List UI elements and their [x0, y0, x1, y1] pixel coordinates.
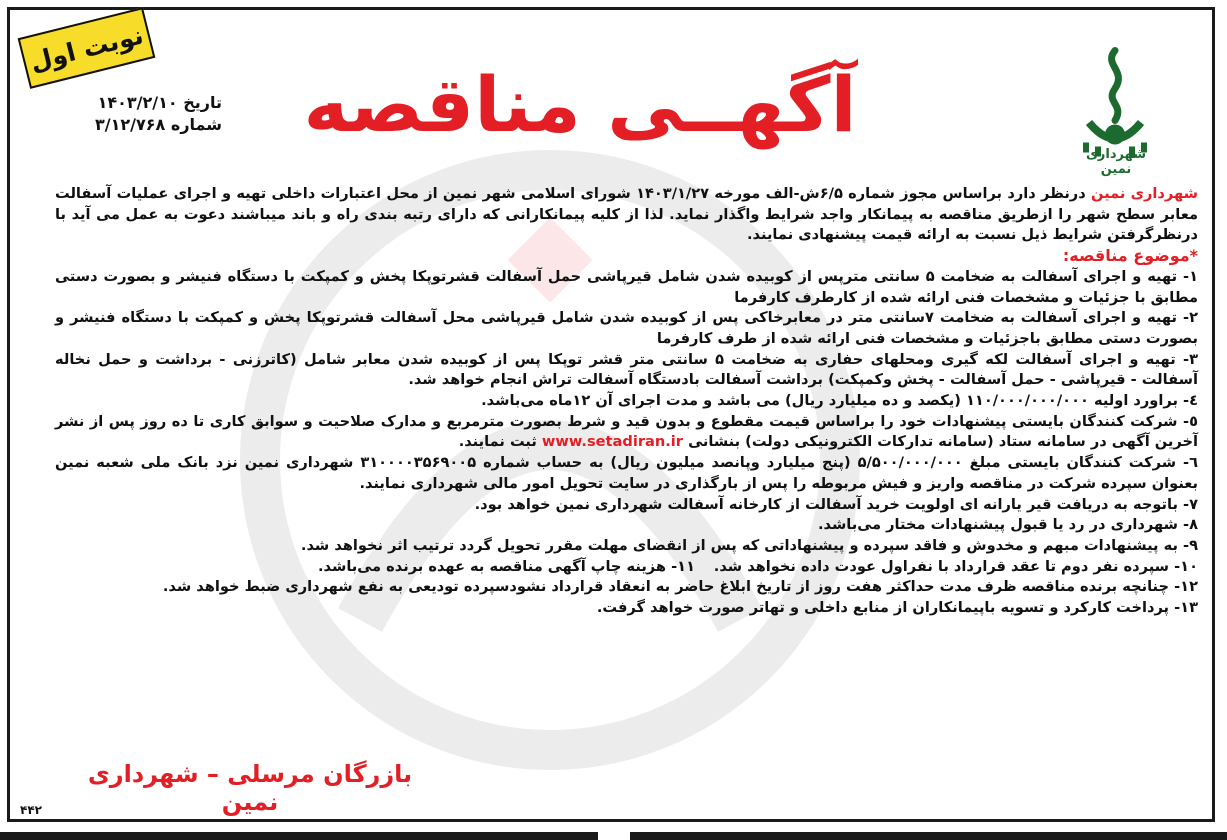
- list-item: ۱۰- سپرده نفر دوم تا عقد قرارداد با نفراول عودت داده نخواهد شد.: [713, 557, 1198, 575]
- items-10-11-row: [318, 557, 1198, 578]
- signature-line: بازرگان مرسلی – شهرداری نمین: [87, 760, 413, 816]
- setadiran-link[interactable]: www.setadiran.ir: [541, 433, 683, 451]
- subject-heading: *موضوع مناقصه:: [1062, 246, 1198, 266]
- ad-meta: [82, 92, 222, 136]
- tender-body: [55, 184, 1198, 619]
- intro-paragraph: [55, 184, 1198, 246]
- item5-text: ٥- شرکت کنندگان بایستی پیشنهادات خود را براساس قیمت مقطوع و بدون قید و شرط بصورت مترمربع و مدارک صلاحیت و سوابق کاری تا ده روز پس از نشر آخرین آگهی در سامانه ستاد (سامانه تدارکات الکترونیکی دولت) بنشانی: [55, 412, 1198, 451]
- first-publication-badge: نوبت اول: [18, 7, 156, 89]
- list-item-5: [55, 412, 1198, 453]
- footer-rule-left: [0, 832, 598, 840]
- footer-rule-right: [630, 832, 1227, 840]
- list-item: ٤- براورد اولیه ۱۱۰/۰۰۰/۰۰۰/۰۰۰ (یکصد و ده میلیارد ریال) می باشد و مدت اجرای آن ۱۲ماه می‌باشد.: [481, 392, 1198, 410]
- list-item: ۱۱- هزینه چاپ آگهی مناقصه به عهده برنده می‌باشد.: [318, 557, 695, 575]
- intro-text: درنظر دارد براساس مجوز شماره ۶/۵ش-الف مورخه ۱۴۰۳/۱/۲۷ شورای اسلامی شهر نمین از محل اعتبارات داخلی تهیه و اجرای عملیات آسفالت معابر سطح شهر را ازطریق مناقصه به پیمانکار واجد شرایط واگذار نماید. لذا از کلیه پیمانکارانی که دارای رتبه بندی راه و باند میباشند دعوت به عمل می آید با درنظرگرفتن شرایط ذیل نسبت به ارائه قیمت پیشنهادی نمایند.: [55, 185, 1198, 244]
- list-item: ۸- شهرداری در رد یا قبول پیشنهادات مختار می‌باشد.: [817, 516, 1198, 534]
- intro-lead: شهرداری نمین: [1091, 185, 1198, 202]
- list-item: ۷- باتوجه به دریافت قیر یارانه ای اولویت خرید آسفالت از کارخانه آسفالت شهرداری نمین خواهد بود.: [474, 495, 1198, 513]
- ad-date: تاریخ ۱۴۰۳/۲/۱۰: [97, 93, 222, 112]
- item5-tail: ثبت نمایند.: [458, 433, 542, 451]
- page-number: ۴۴۲: [20, 803, 42, 817]
- list-item: ۱- تهیه و اجرای آسفالت به ضخامت ۵ سانتی مترپس از کوبیده شدن شامل قیرپاشی حمل آسفالت قشرتوپکا پخش و کمپکت با دستگاه فنیشر و بصورت دستی مطابق با جزئیات و مشخصات فنی ارائه شده از کارطرف کارفرما: [55, 267, 1198, 306]
- list-item: ۲- تهیه و اجرای آسفالت به ضخامت ۷سانتی متر در معابرخاکی پس از کوبیده شدن شامل قیرپاشی محل آسفالت قشرتوپکا پخش و کمپکت با دستگاه فنیشر و بصورت دستی مطابق باجزئیات و مشخصات فنی ارائه شده از طرف کارفرما: [55, 309, 1198, 347]
- ad-number: شماره ۳/۱۲/۷۶۸: [95, 115, 222, 134]
- list-item: ۱۲- چنانچه برنده مناقصه ظرف مدت حداکثر هفت روز از تاریخ ابلاغ حاضر به انعقاد قرارداد نشودسپرده تودیعی به نفع شهرداری ضبط خواهد شد.: [162, 578, 1198, 596]
- logo-caption: شهرداری نمین: [1086, 147, 1146, 177]
- list-item: ۱۳- پرداخت کارکرد و تسویه باپیمانکاران از منابع داخلی و تهاتر صورت خواهد گرفت.: [596, 599, 1198, 617]
- list-item: ۹- به پیشنهادات مبهم و مخدوش و فاقد سپرده و پیشنهاداتی که پس از انقضای مهلت مقرر تحویل گردد ترتیب اثر نخواهد شد.: [300, 536, 1198, 554]
- list-item: ۳- تهیه و اجرای آسفالت لکه گیری ومحلهای حفاری به ضخامت ۵ سانتی متر قشر توپکا پس از کوبیده شدن معابر شامل (کاترزنی - برداشت و حمل نخاله آسفالت - قیرپاشی - حمل آسفالت - پخش وکمپکت) برداشت آسفالت بادستگاه آسفالت تراش انجام خواهد شد.: [55, 350, 1198, 389]
- list-item: ٦- شرکت کنندگان بایستی مبلغ ۵/۵۰۰/۰۰۰/۰۰۰ (پنج میلیارد وپانصد میلیون ریال) به حساب شماره ۳۱۰۰۰۰۳۵۶۹۰۰۵ شهرداری نمین نزد بانک ملی شعبه نمین بعنوان سپرده شرکت در مناقصه واریز و فیش مربوطه را پس از بارگذاری در سایت تحویل امور مالی شهرداری نمایند.: [55, 454, 1198, 492]
- page-title: آگهــی مناقصه: [303, 60, 857, 149]
